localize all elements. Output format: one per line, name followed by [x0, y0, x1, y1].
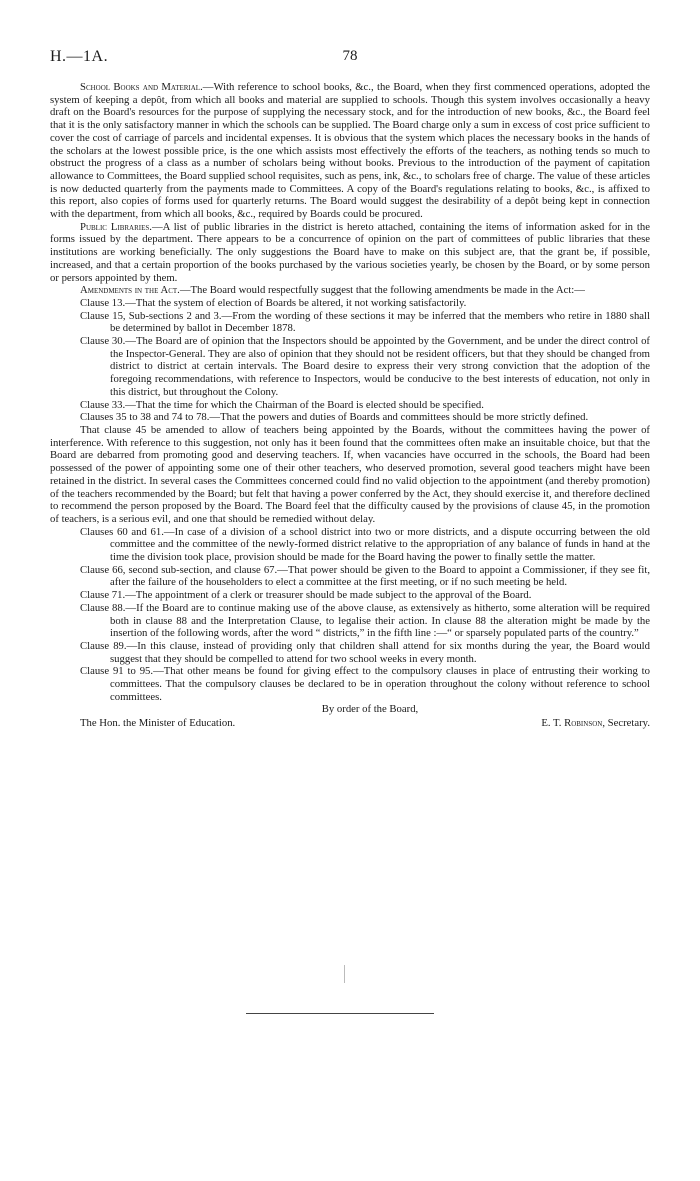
clause-13: Clause 13.—That the system of election of Boards be altered, it not working satisfactorily. [80, 296, 467, 309]
signatory-initials: E. T. [541, 717, 565, 730]
school-books-heading: School Books and Material. [80, 81, 203, 93]
clause-89: Clause 89.—In this clause, instead of providing only that children shall attend for six months during the year, the Board would suggest that they should be compelled to attend for two school weeks in every month. [80, 639, 650, 665]
amendments-text: —The Board would respectfully suggest that the following amendments be made in the Act:— [179, 284, 585, 297]
clause-88: Clause 88.—If the Board are to continue making use of the above clause, as extensively as hitherto, some alteration will be required both in clause 88 and the Interpretation Clause, to legalise their action. In clause 88 the alteration might be made by the insertion of the following words, after the word “ districts,” in the fifth line :—“ or sparsely populated parts of the country.” [80, 601, 650, 640]
document-body [50, 81, 650, 731]
clause-45-paragraph: That clause 45 be amended to allow of teachers being appointed by the Boards, without the committees having the power of interference. With reference to this suggestion, not only has it been found that the committees often make an insuitable choice, but that the Board are debarred from promoting good and deserving teachers. If, when vacancies have occurred in the schools, the Board had been possessed of the power of appointing some one of their other teachers, who deserved promotion, several good teachers might have been retained in the district. In several cases the Committees concerned could find no valid objection to the appointment (and thereby promotion) of the teachers recommended by the Board; but felt that having a power conferred by the Act, they should exercise it, and therefore declined to recommend the person proposed by the Board. The Board feel that the difficulty caused by the provisions of clause 45, in the promotion of teachers, is a serious evil, and one that should be remedied without delay. [50, 423, 650, 525]
signatory-surname: Robinson [564, 717, 603, 730]
clause-15: Clause 15, Sub-sections 2 and 3.—From the wording of these sections it may be inferred that the members who retire in 1880 shall be determined by ballot in December 1878. [80, 309, 650, 335]
faint-mark [344, 965, 345, 983]
school-books-text: —With reference to school books, &c., the Board, when they first commenced operations, adopted the system of keeping a depôt, from which all books and material are supplied to schools. Though this system involves occasionally a heavy draft on the Board's resources for the purpose of supplying the necessary stock, and for the introduction of new books, &c., the Board feel that it is the only satisfactory manner in which the schools can be supplied. The Board charge only a sum in excess of cost price sufficient to cover the cost of carriage of parcels and incidental expenses. It is obvious that the system which places the necessary books in the hands of the scholars at the lowest possible price, is the one which assists most effectively the efforts of the teachers, as nothing tends so much to obstruct the progress of a class as a number of scholars being without books. Previous to the introduction of the payment of capitation allowance to Committees, the Board supplied school requisites, such as pens, ink, &c., to scholars free of charge. The value of these articles is now deducted quarterly from the payments made to Committees. A copy of the Board's regulations relating to books, &c., is affixed to this report, also copies of forms used for quarterly returns. The Board would suggest the desirability of a depôt being kept in connection with the department, from which all books, &c., required by Boards could be procured. [50, 81, 651, 221]
parliamentary-paper-reference: H.—1A. [50, 48, 109, 65]
public-libraries-heading: Public Libraries. [80, 220, 152, 233]
page-header [50, 48, 650, 70]
public-libraries-text: —A list of public libraries in the district is hereto attached, containing the items of information asked for in the forms issued by the department. There appears to be a concurrence of opinion on the part of committees of public libraries that these institutions are working beneficially. The only suggestions the Board have to make on this subject are, that the grant be, if possible, increased, and that a certain proportion of the books purchased by the various societies yearly, be chosen by the Board, or by some person or persors appointed by them. [50, 220, 650, 284]
clause-30: Clause 30.—The Board are of opinion that the Inspectors should be appointed by the Government, and be under the direct control of the Inspector-General. They are also of opinion that they should not be resident officers, but that they should be changed from district to district at certain intervals. The Board desire to express their very strong conviction that the adoption of the foregoing recommendations, with reference to Inspectors, would be conducive to the best interests of education, not only in this district, but throughout the Colony. [80, 335, 650, 398]
public-libraries-paragraph [50, 221, 650, 285]
clause-71: Clause 71.—The appointment of a clerk or treasurer should be made subject to the approval of the Board. [80, 589, 532, 602]
closing-rule [246, 1013, 434, 1014]
signature-line [50, 717, 650, 731]
clause-91-95: Clause 91 to 95.—That other means be found for giving effect to the compulsory clauses in place of entrusting their working to committees. That the compulsory clauses be declared to be in operation throughout the colony without reference to school committees. [80, 665, 650, 703]
page-number: 78 [342, 48, 358, 64]
addressee: The Hon. the Minister of Education. [80, 717, 236, 730]
school-books-paragraph [50, 81, 650, 221]
by-order-line: By order of the Board, [321, 703, 419, 716]
clause-33: Clause 33.—That the time for which the Chairman of the Board is elected should be specified. [80, 398, 484, 411]
signatory [541, 717, 650, 730]
amendments-heading: Amendments in the Act. [80, 284, 180, 297]
amendments-paragraph [50, 284, 650, 297]
signatory-title: , Secretary. [602, 717, 650, 730]
clause-66-67: Clause 66, second sub-section, and clause 67.—That power should be given to the Board to appoint a Commissioner, if they see fit, after the failure of the householders to elect a committee at the first meeting, or if no such meeting be held. [80, 563, 650, 589]
clauses-60-61: Clauses 60 and 61.—In case of a division of a school district into two or more districts, and a dispute occurring between the old committee and the committee of the newly-formed district relative to the appropriation of any balance of funds in hand at the time the division took place, provision should be made for the Board having the power to finally settle the matter. [80, 525, 650, 564]
clauses-35-to-78: Clauses 35 to 38 and 74 to 78.—That the powers and duties of Boards and committees should be more strictly defined. [80, 411, 589, 424]
